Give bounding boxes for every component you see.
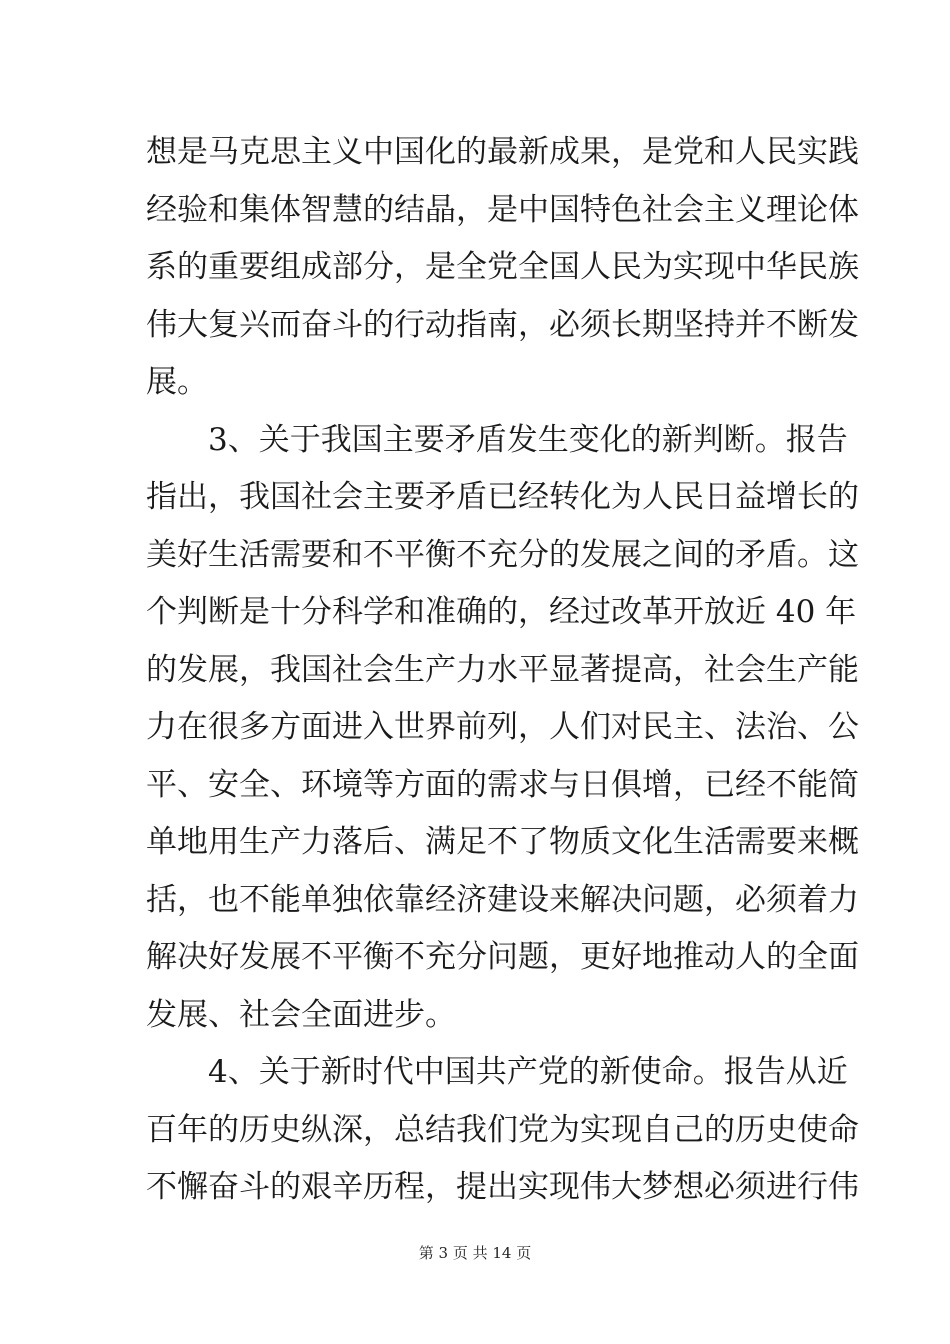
- text-line: 展。: [146, 364, 208, 400]
- text-line: 力在很多方面进入世界前列，人们对民主、法治、公: [146, 709, 859, 745]
- text-line: 百年的历史纵深，总结我们党为实现自己的历史使命: [146, 1111, 859, 1148]
- text-line: 个判断是十分科学和准确的，经过改革开放近 40 年: [146, 594, 857, 630]
- text-line: 不懈奋斗的艰辛历程，提出实现伟大梦想必须进行伟: [146, 1169, 859, 1205]
- document-body: [146, 124, 859, 1217]
- page-number-footer: 第 3 页 共 14 页: [418, 1244, 532, 1262]
- text-line: 发展、社会全面进步。: [146, 996, 456, 1033]
- text-line: 系的重要组成部分，是全党全国人民为实现中华民族: [146, 249, 859, 285]
- text-line: 平、安全、环境等方面的需求与日俱增，已经不能简: [146, 766, 859, 803]
- text-line: 解决好发展不平衡不充分问题，更好地推动人的全面: [146, 939, 859, 975]
- text-line: 经验和集体智慧的结晶，是中国特色社会主义理论体: [146, 191, 859, 228]
- text-line: 括，也不能单独依靠经济建设来解决问题，必须着力: [146, 881, 859, 918]
- text-line: 3、关于我国主要矛盾发生变化的新判断。报告: [146, 421, 848, 458]
- text-line: 4、关于新时代中国共产党的新使命。报告从近: [146, 1054, 848, 1090]
- text-line: 美好生活需要和不平衡不充分的发展之间的矛盾。这: [146, 536, 859, 573]
- text-line: 的发展，我国社会生产力水平显著提高，社会生产能: [146, 651, 859, 688]
- text-line: 伟大复兴而奋斗的行动指南，必须长期坚持并不断发: [146, 306, 859, 343]
- text-line: 单地用生产力落后、满足不了物质文化生活需要来概: [146, 824, 859, 860]
- text-line: 想是马克思主义中国化的最新成果，是党和人民实践: [146, 134, 859, 170]
- text-line: 指出，我国社会主要矛盾已经转化为人民日益增长的: [146, 479, 859, 515]
